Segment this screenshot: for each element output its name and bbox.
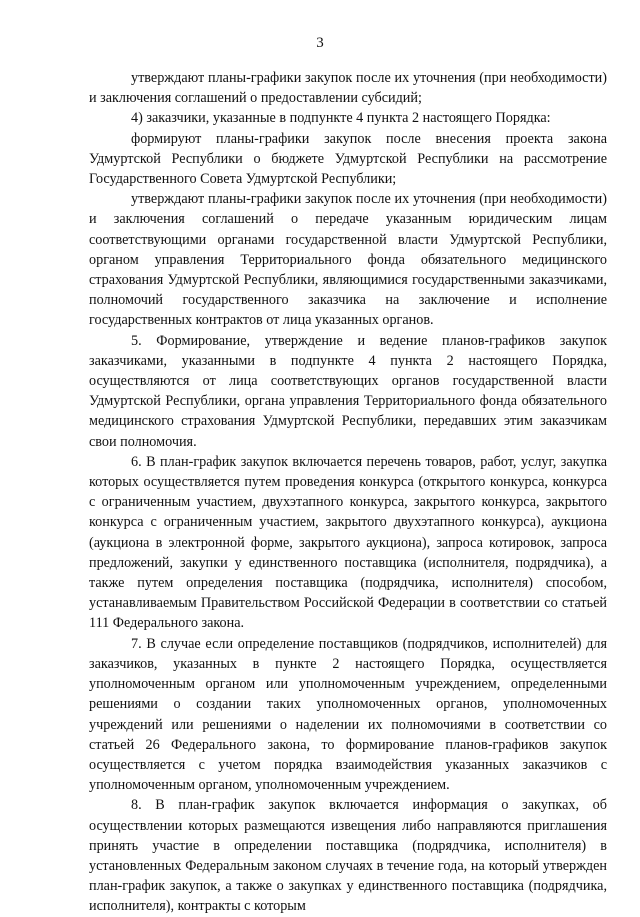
paragraph-item-4-heading: 4) заказчики, указанные в подпункте 4 пункта 2 настоящего Порядка:: [131, 110, 551, 127]
paragraph-approve-agreements: утверждают планы-графики закупок после их уточнения (при необходимости) и заключения соглашений о передаче указанным юридическим лицам соответствующими органами государственной власти Удмуртской Республики, органом управления Территориального фонда обязательного медицинского страхования Удмуртской Республики, являющимися государственными заказчиками, полномочий государственного заказчика на заключение и исполнение государственных контрактов от лица указанных органов.: [89, 191, 607, 329]
document-body: [89, 68, 607, 917]
paragraph-clause-7: 7. В случае если определение поставщиков (подрядчиков, исполнителей) для заказчиков, указанных в пункте 2 настоящего Порядка, осуществляется уполномоченным органом или уполномоченным учреждением, определенными решениями о создании таких уполномоченных органов, уполномоченных учреждений или решениями о наделении их полномочиями в соответствии со статьей 26 Федерального закона, то формирование планов-графиков закупок осуществляется с учетом порядка взаимодействия указанных заказчиков с уполномоченным органом, уполномоченным учреждением.: [89, 635, 607, 794]
paragraph-approve-subsidies: утверждают планы-графики закупок после их уточнения (при необходимости) и заключения соглашений о предоставлении субсидий;: [89, 70, 607, 107]
paragraph-clause-6: 6. В план-график закупок включается перечень товаров, работ, услуг, закупка которых осуществляется путем проведения конкурса (открытого конкурса, конкурса с ограниченным участием, двухэтапного конкурса, закрытого конкурса, закрытого конкурса с ограниченным участием, закрытого двухэтапного конкурса), аукциона (аукциона в электронной форме, закрытого аукциона), запроса котировок, запроса предложений, закупки у единственного поставщика (исполнителя, подрядчика), а также путем определения поставщика (подрядчика, исполнителя) способом, устанавливаемым Правительством Российской Федерации в соответствии со статьей 111 Федерального закона.: [89, 453, 607, 632]
page-number: 3: [316, 35, 324, 51]
paragraph-clause-5: 5. Формирование, утверждение и ведение планов-графиков закупок заказчиками, указанными в подпункте 4 пункта 2 настоящего Порядка, осуществляются от лица соответствующих органов государственной власти Удмуртской Республики, органа управления Территориального фонда обязательного медицинского страхования Удмуртской Республики, передавших этим заказчикам свои полномочия.: [89, 332, 607, 450]
paragraph-clause-8: 8. В план-график закупок включается информация о закупках, об осуществлении которых размещаются извещения либо направляются приглашения принять участие в определении поставщика (подрядчика, исполнителя) в установленных Федеральным законом случаях в течение года, на который утвержден план-график закупок, а также о закупках у единственного поставщика (подрядчика, исполнителя), контракты с которым: [89, 797, 607, 915]
paragraph-form-plans: формируют планы-графики закупок после внесения проекта закона Удмуртской Республики о бюджете Удмуртской Республики на рассмотрение Государственного Совета Удмуртской Республики;: [89, 130, 607, 188]
